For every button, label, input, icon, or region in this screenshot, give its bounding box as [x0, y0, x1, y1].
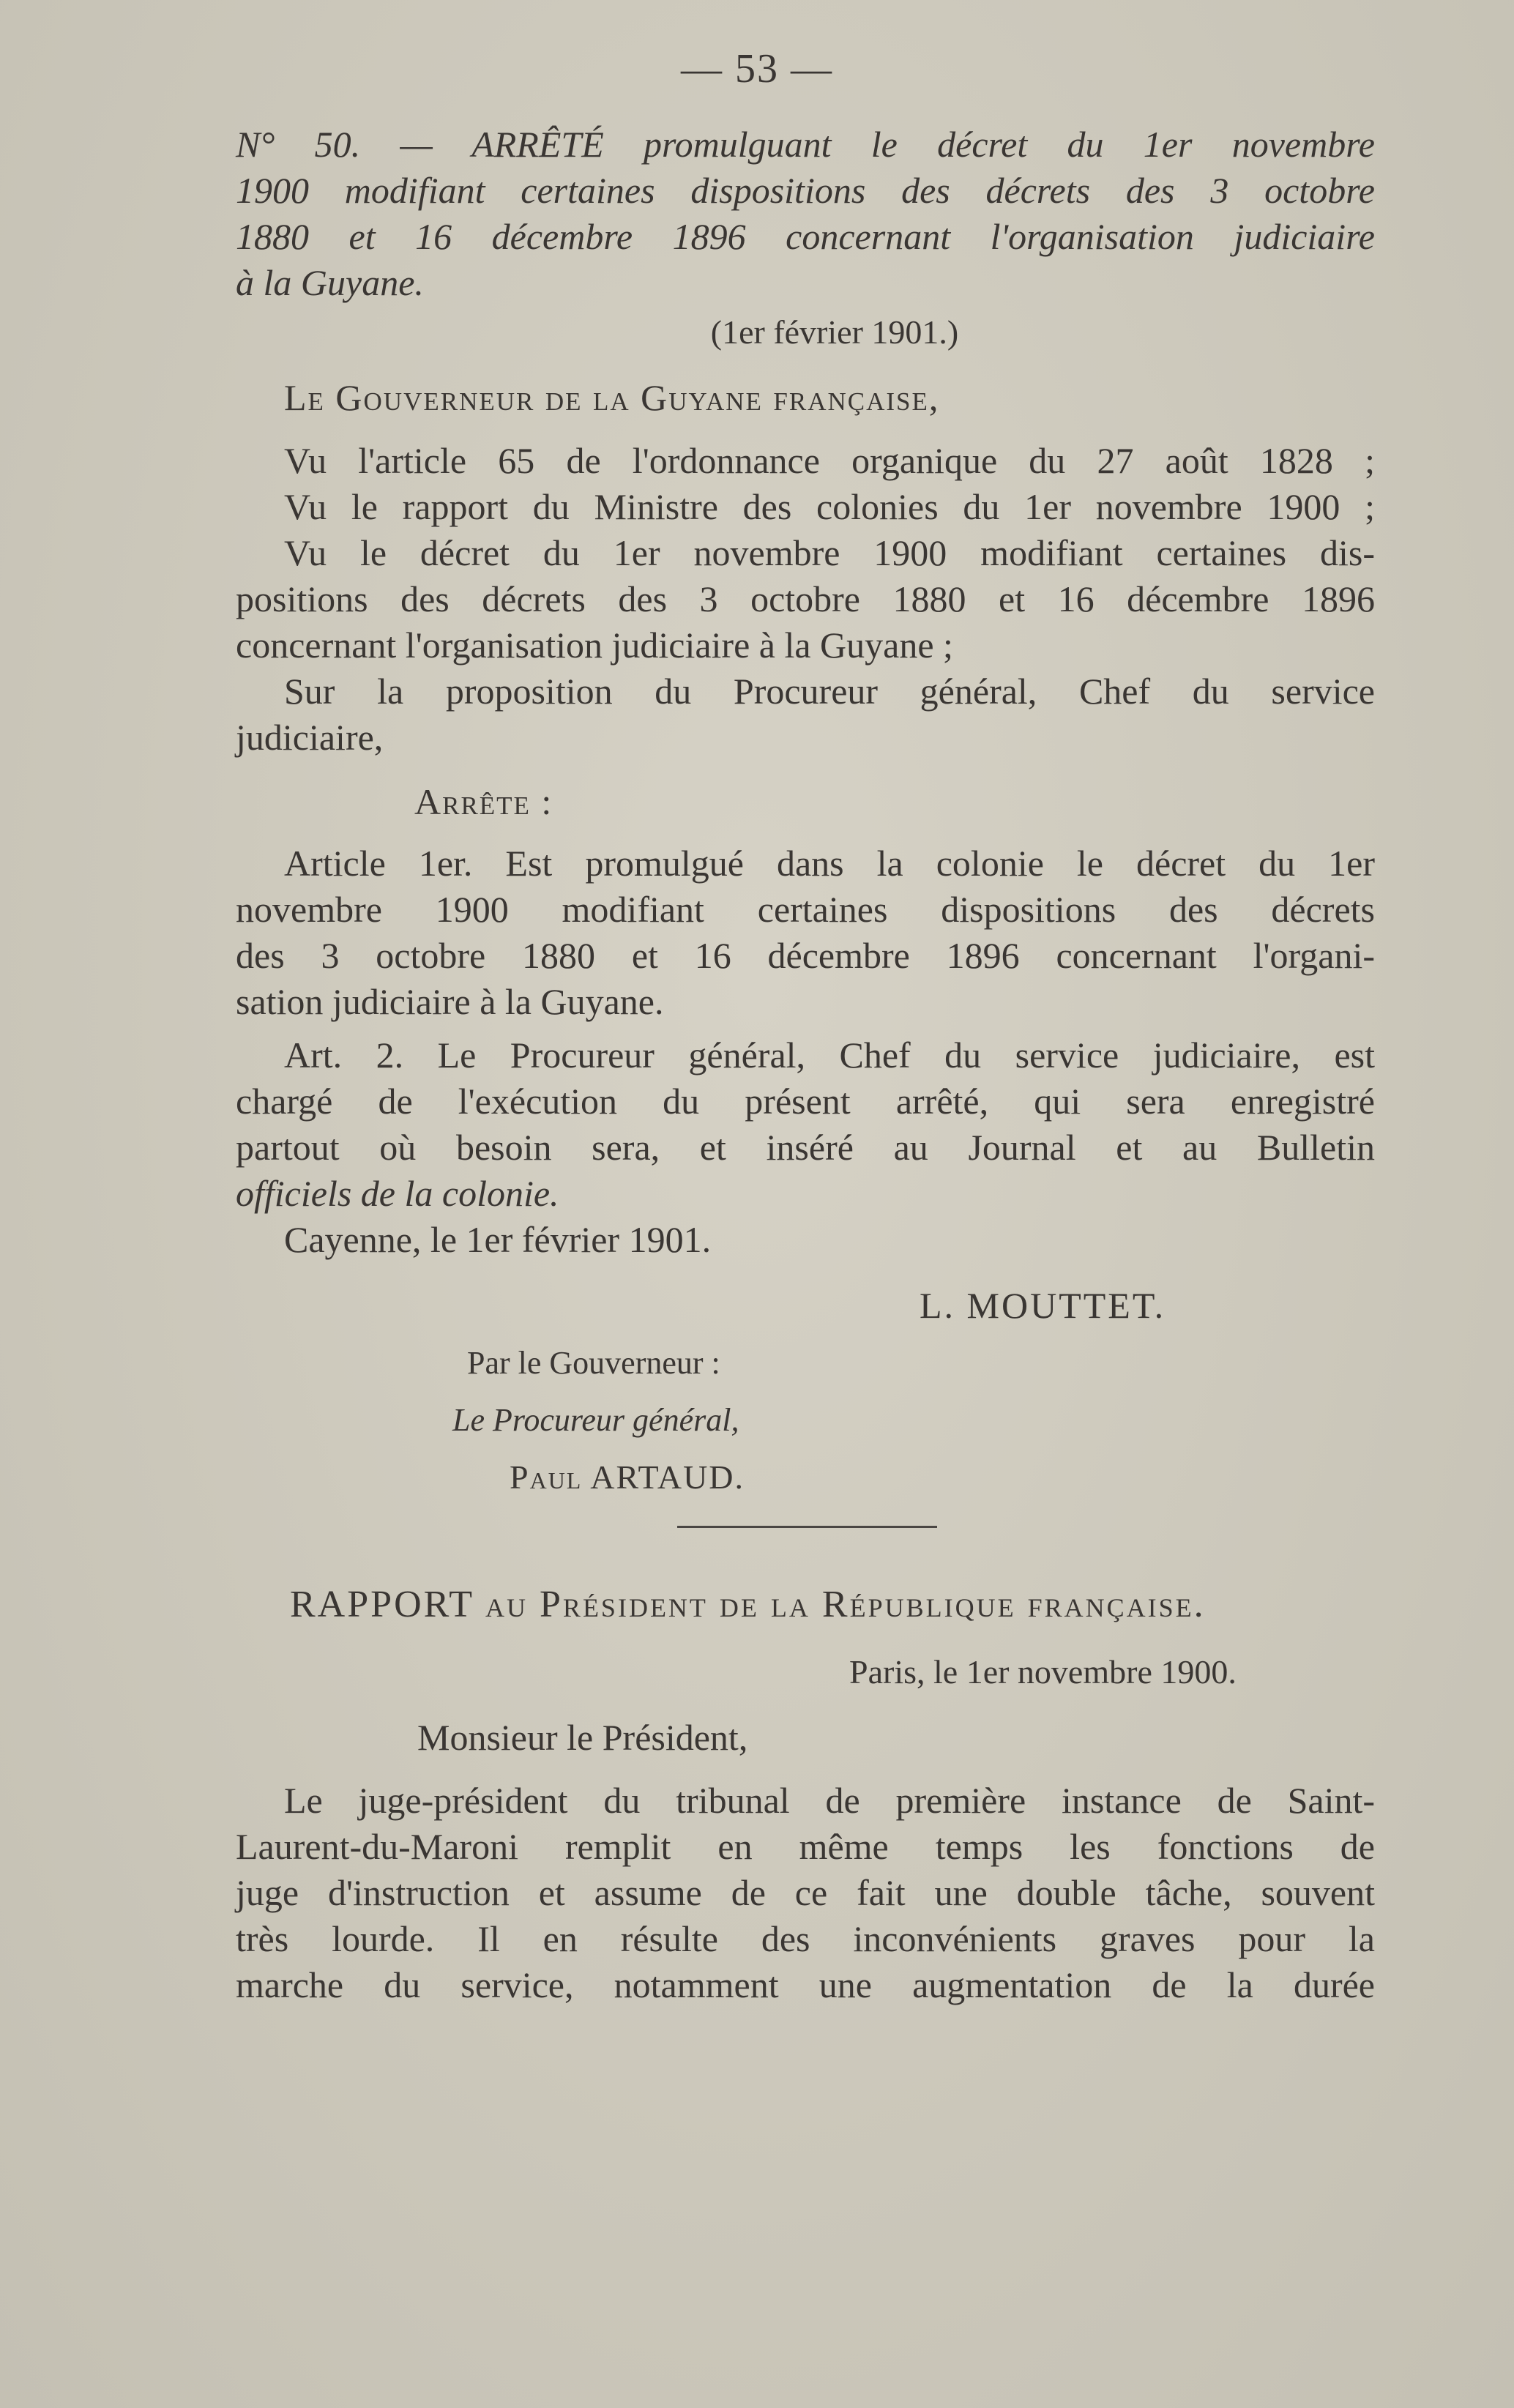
article-2	[236, 1032, 1375, 1217]
article-2-line: officiels de la colonie.	[236, 1173, 559, 1214]
report-line: très lourde. Il en résulte des inconvénients graves pour la	[236, 1918, 1375, 1959]
vu-article: Vu l'article 65 de l'ordonnance organique du 27 août 1828 ;	[284, 440, 1375, 481]
vu-decret-line: positions des décrets des 3 octobre 1880 et 16 décembre 1896	[236, 578, 1375, 619]
report-line: Le juge-président du tribunal de première instance de Saint-	[284, 1780, 1375, 1821]
page-number: — 53 —	[681, 46, 833, 92]
vu-decret	[236, 530, 1375, 668]
section-divider	[677, 1526, 937, 1528]
decree-title-line: à la Guyane.	[236, 262, 424, 303]
article-1-line: des 3 octobre 1880 et 16 décembre 1896 concernant l'organi-	[236, 935, 1375, 976]
par-le-gouverneur: Par le Gouverneur :	[467, 1345, 720, 1381]
second-signatory: Paul ARTAUD.	[510, 1458, 745, 1496]
decree-title	[236, 122, 1375, 306]
article-1-line: sation judiciaire à la Guyane.	[236, 981, 664, 1022]
report-place-date: Paris, le 1er novembre 1900.	[849, 1653, 1237, 1691]
report-paragraph	[236, 1778, 1375, 2008]
report-line: Laurent-du-Maroni remplit en même temps les fonctions de	[236, 1826, 1375, 1867]
vu-decret-line: concernant l'organisation judiciaire à la Guyane ;	[236, 625, 953, 666]
sur-proposition	[236, 668, 1375, 761]
article-1	[236, 840, 1375, 1025]
article-1-line: Article 1er. Est promulgué dans la colonie le décret du 1er	[284, 843, 1375, 884]
sur-line: judiciaire,	[236, 717, 384, 758]
sur-line: Sur la proposition du Procureur général, Chef du service	[284, 671, 1375, 712]
article-1-line: novembre 1900 modifiant certaines dispositions des décrets	[236, 889, 1375, 930]
procureur-title: Le Procureur général,	[452, 1402, 739, 1438]
decree-title-line: 1880 et 16 décembre 1896 concernant l'organisation judiciaire	[236, 216, 1375, 257]
arrete-heading: Arrête :	[414, 781, 553, 822]
article-2-line: Art. 2. Le Procureur général, Chef du service judiciaire, est	[284, 1035, 1375, 1076]
decree-title-line: 1900 modifiant certaines dispositions des décrets des 3 octobre	[236, 170, 1375, 211]
decree-title-line: N° 50. — ARRÊTÉ promulguant le décret du 1er novembre	[236, 124, 1375, 165]
article-2-line: chargé de l'exécution du présent arrêté, qui sera enregistré	[236, 1081, 1375, 1122]
article-2-line: partout où besoin sera, et inséré au Journal et au Bulletin	[236, 1127, 1375, 1168]
report-heading: RAPPORT au Président de la République française.	[290, 1584, 1206, 1625]
place-date: Cayenne, le 1er février 1901.	[284, 1219, 712, 1260]
signatory: L. MOUTTET.	[920, 1285, 1166, 1326]
salutation: Monsieur le Président,	[417, 1717, 748, 1758]
report-line: marche du service, notamment une augmentation de la durée	[236, 1964, 1375, 2005]
vu-rapport: Vu le rapport du Ministre des colonies du 1er novembre 1900 ;	[284, 486, 1375, 527]
report-line: juge d'instruction et assume de ce fait une double tâche, souvent	[236, 1872, 1375, 1913]
vu-decret-line: Vu le décret du 1er novembre 1900 modifiant certaines dis-	[284, 532, 1375, 573]
decree-date: (1er février 1901.)	[710, 313, 959, 351]
governor-line: Le Gouverneur de la Guyane française,	[284, 377, 940, 418]
